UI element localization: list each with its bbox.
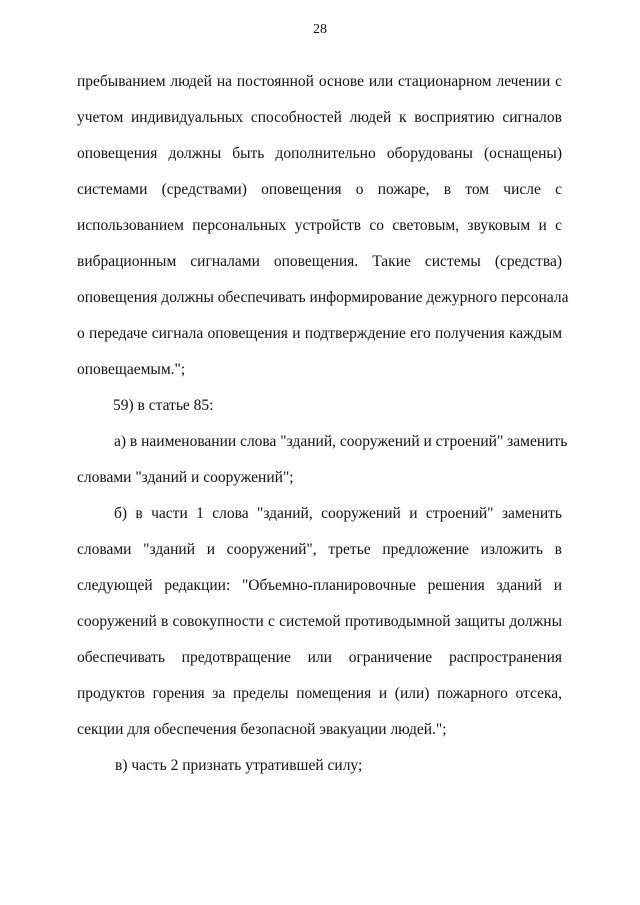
text-line: словами "зданий и сооружений", третье предложение изложить в — [77, 541, 562, 558]
paragraph-c: в) часть 2 признать утратившей силу; — [115, 757, 363, 774]
document-body — [77, 64, 569, 784]
text-line: словами "зданий и сооружений"; — [77, 469, 294, 486]
text-line: использованием персональных устройств со световым, звуковым и с — [77, 217, 562, 234]
text-line: обеспечивать предотвращение или ограничение распространения — [77, 649, 562, 666]
text-line: продуктов горения за пределы помещения и (или) пожарного отсека, — [77, 685, 562, 702]
text-line: о передаче сигнала оповещения и подтверждение его получения каждым — [77, 325, 562, 342]
text-line: оповещения должны обеспечивать информирование дежурного персонала — [77, 289, 569, 306]
paragraph-a-start: а) в наименовании слова "зданий, сооружений и строений" заменить — [114, 433, 568, 450]
page-number: 28 — [313, 22, 327, 37]
text-line: системами (средствами) оповещения о пожаре, в том числе с — [77, 181, 562, 198]
text-line: сооружений в совокупности с системой противодымной защиты должны — [77, 613, 562, 630]
text-line: секции для обеспечения безопасной эвакуации людей."; — [77, 721, 447, 738]
paragraph-b-start: б) в части 1 слова "зданий, сооружений и строений" заменить — [114, 505, 562, 522]
text-line: оповещения должны быть дополнительно оборудованы (оснащены) — [77, 145, 562, 162]
text-line: вибрационным сигналами оповещения. Такие системы (средства) — [77, 253, 562, 270]
text-line: учетом индивидуальных способностей людей к восприятию сигналов — [77, 109, 562, 126]
article-heading: 59) в статье 85: — [113, 397, 214, 414]
text-line: следующей редакции: "Объемно-планировочные решения зданий и — [77, 577, 562, 594]
text-line: оповещаемым."; — [77, 361, 186, 378]
text-line: пребыванием людей на постоянной основе или стационарном лечении с — [77, 73, 562, 90]
